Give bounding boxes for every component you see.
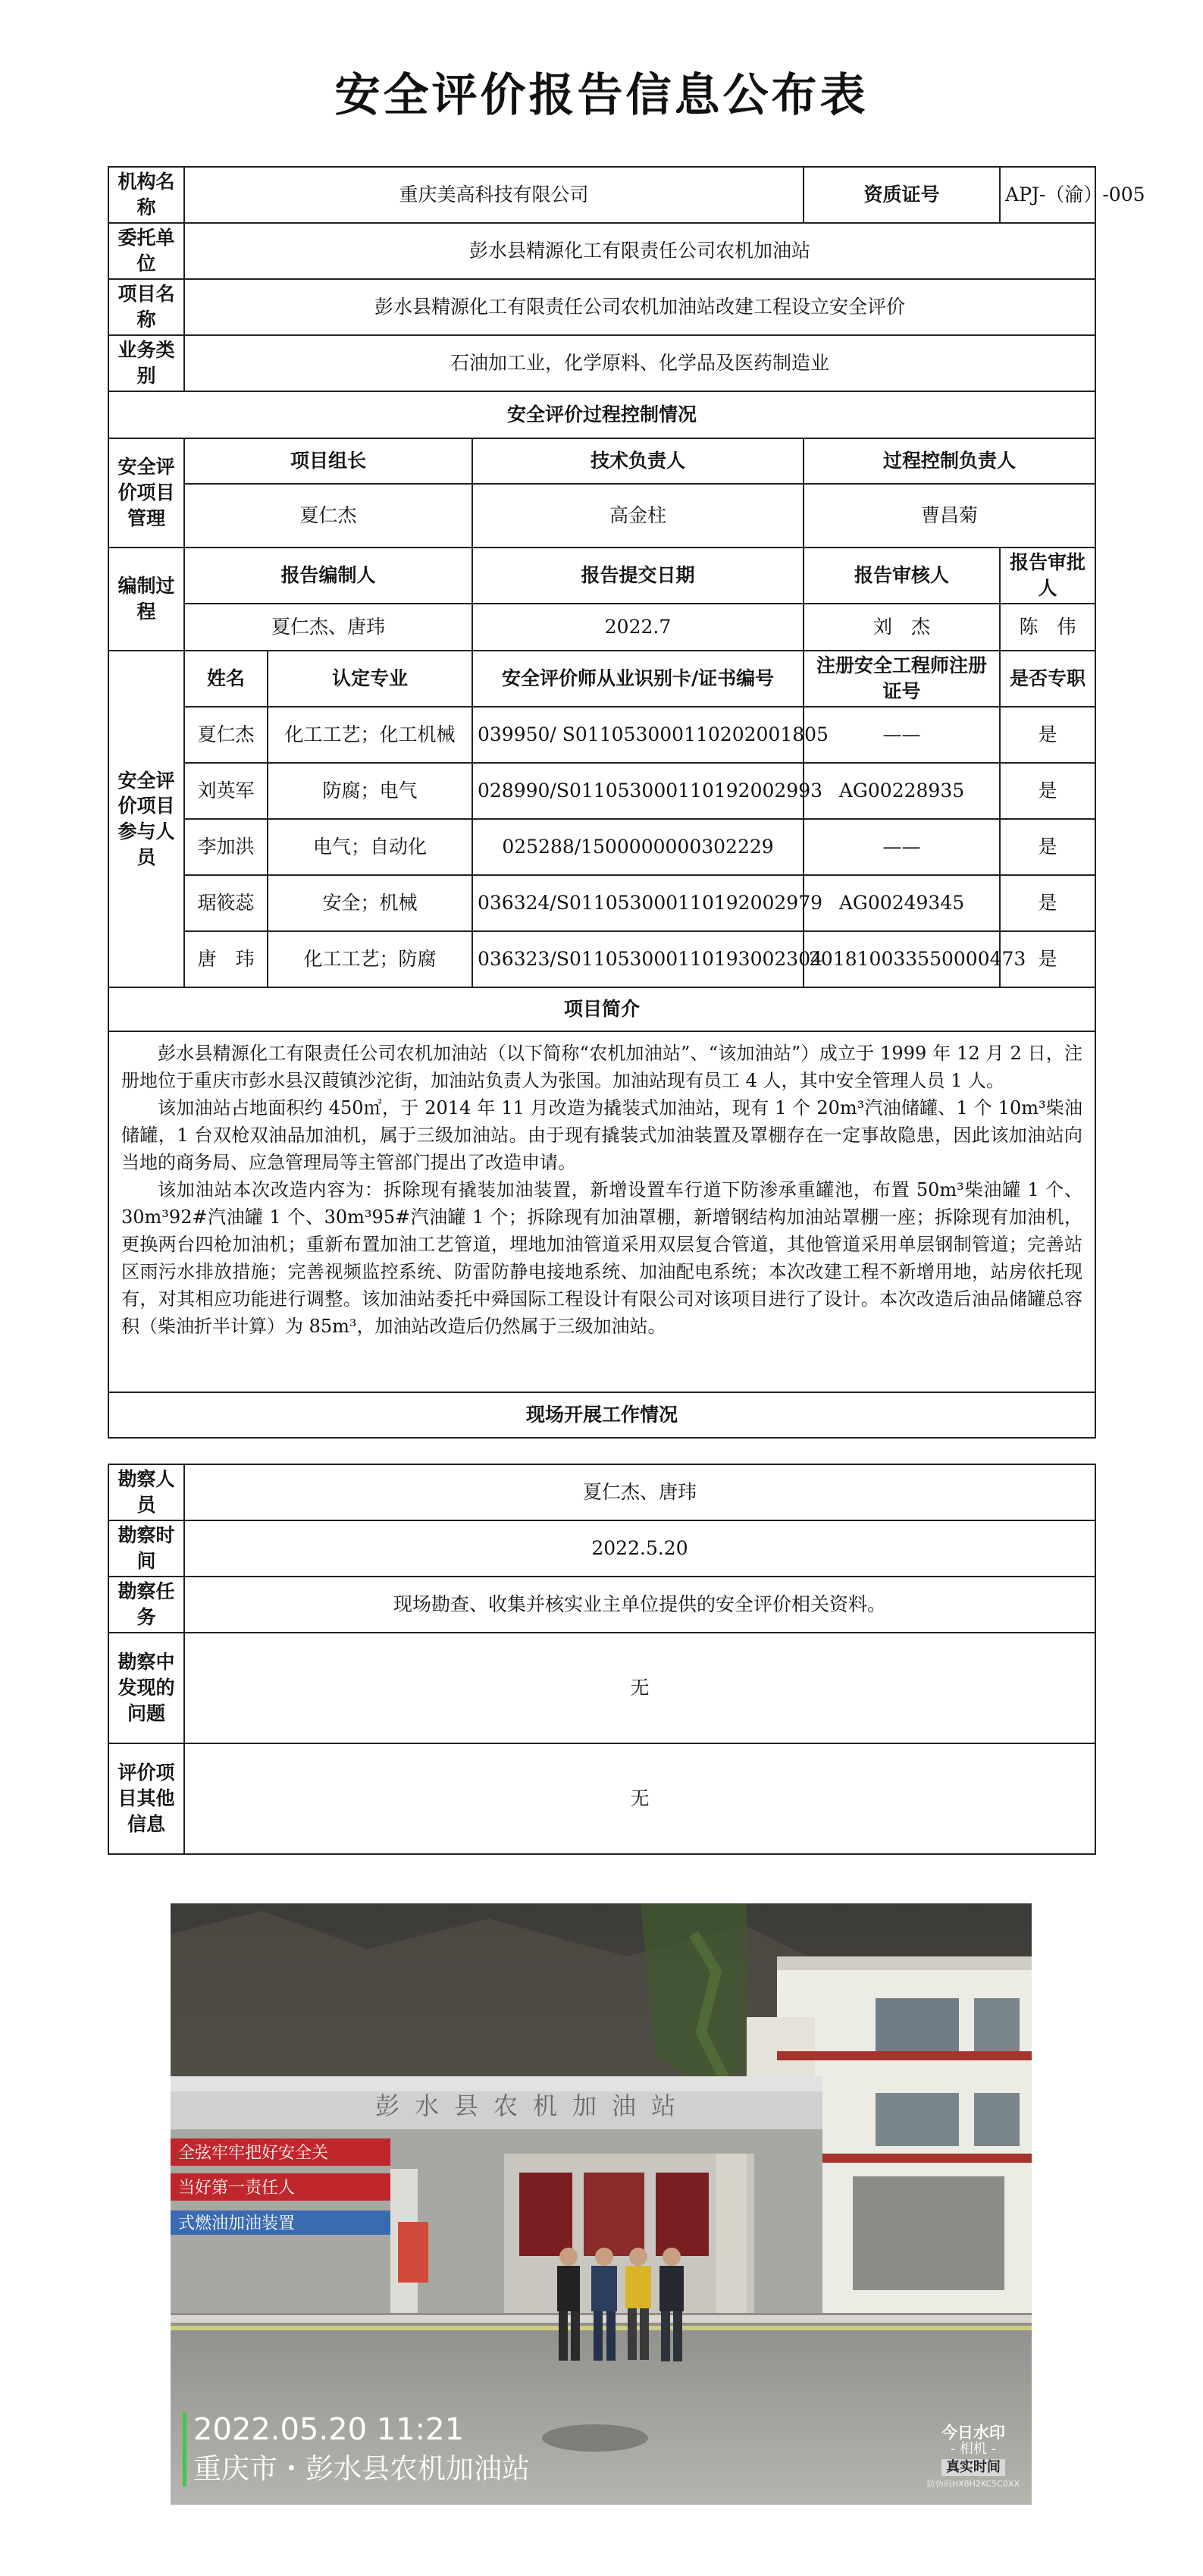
- photo-datetime: 2022.05.20 11:21: [193, 2412, 465, 2447]
- business-value: 石油加工业，化学原料、化学品及医药制造业: [184, 335, 1095, 391]
- staff-reg: ——: [804, 819, 1000, 875]
- survey-task-label: 勘察任务: [108, 1577, 184, 1633]
- survey-issues-label: 勘察中发现的问题: [108, 1633, 184, 1743]
- site-photo: [171, 1903, 1032, 2505]
- staff-label: 安全评价项目参与人员: [108, 651, 184, 987]
- mgmt-header-leader: 项目组长: [184, 438, 472, 484]
- survey-issues: 无: [184, 1633, 1095, 1743]
- staff-reg: 201810033550000473: [804, 931, 1000, 987]
- compile-header-approver: 报告审批人: [1000, 548, 1095, 604]
- staff-header-reg: 注册安全工程师注册证号: [804, 651, 1000, 707]
- timestamp-bar: [183, 2412, 186, 2487]
- other-info: 无: [184, 1743, 1095, 1854]
- staff-header-card: 安全评价师从业识别卡/证书编号: [472, 651, 804, 707]
- other-info-label: 评价项目其他信息: [108, 1743, 184, 1854]
- staff-reg: AG00249345: [804, 875, 1000, 931]
- compile-reviewer: 刘 杰: [804, 604, 1000, 651]
- staff-fulltime: 是: [1000, 763, 1095, 819]
- staff-major: 防腐；电气: [268, 763, 472, 819]
- mgmt-control: 曹昌菊: [804, 484, 1095, 548]
- page-title: 安全评价报告信息公布表: [334, 69, 869, 122]
- compile-author: 夏仁杰、唐玮: [184, 604, 472, 651]
- site-table: [108, 1464, 1096, 1855]
- compile-header-author: 报告编制人: [184, 548, 472, 604]
- staff-card: 028990/S011053000110192002993: [472, 763, 804, 819]
- watermark-badge: [927, 2424, 1020, 2493]
- staff-name: 唐 玮: [184, 931, 268, 987]
- table-row: [108, 931, 1095, 987]
- management-label: 安全评价项目管理: [108, 438, 184, 548]
- org-name: 重庆美高科技有限公司: [184, 167, 804, 223]
- compile-approver: 陈 伟: [1000, 604, 1095, 651]
- survey-people-label: 勘察人员: [108, 1464, 184, 1520]
- staff-major: 化工工艺；防腐: [268, 931, 472, 987]
- staff-major: 化工工艺；化工机械: [268, 707, 472, 763]
- mgmt-leader: 夏仁杰: [184, 484, 472, 548]
- org-name-label: 机构名称: [108, 167, 184, 223]
- survey-time: 2022.5.20: [184, 1520, 1095, 1577]
- staff-reg: ——: [804, 707, 1000, 763]
- staff-card: 025288/1500000000302229: [472, 819, 804, 875]
- staff-header-name: 姓名: [184, 651, 268, 707]
- compile-label: 编制过程: [108, 548, 184, 651]
- staff-card: 036323/S011053000110193002304: [472, 931, 804, 987]
- mgmt-tech: 高金柱: [472, 484, 804, 548]
- intro-section-title: 项目简介: [108, 987, 1095, 1031]
- staff-card: 039950/ S011053000110202001805: [472, 707, 804, 763]
- mgmt-header-tech: 技术负责人: [472, 438, 804, 484]
- table-row: [108, 763, 1095, 819]
- staff-fulltime: 是: [1000, 707, 1095, 763]
- site-section-title: 现场开展工作情况: [108, 1392, 1095, 1438]
- intro-paragraph: 彭水县精源化工有限责任公司农机加油站（以下简称“农机加油站”、“该加油站”）成立于 1999 年 12 月 2 日，注册地位于重庆市彭水县汉葭镇沙沱街，加油站负责人为张国。加油站现有员工 4 人，其中安全管理人员 1 人。: [121, 1043, 1083, 1091]
- staff-fulltime: 是: [1000, 875, 1095, 931]
- intro-paragraph: 该加油站本次改造内容为：拆除现有撬装加油装置，新增设置车行道下防渗承重罐池，布置 50m³柴油罐 1 个、30m³92#汽油罐 1 个、30m³95#汽油罐 1 个；拆除现有加油罩棚，新增钢结构加油站罩棚一座；拆除现有加油机，更换两台四枪加油机；重新布置加油工艺管道，埋地加油管道采用双层复合管道，其他管道采用单层钢制管道；完善站区雨污水排放措施；完善视频监控系统、防雷防静电接地系统、加油配电系统；本次改建工程不新增用地，站房依托现有，对其相应功能进行调整。该加油站委托中舜国际工程设计有限公司对该项目进行了设计。本次改造后油品储罐总容积（柴油折半计算）为 85m³，加油站改造后仍然属于三级加油站。: [121, 1179, 1083, 1337]
- staff-reg: AG00228935: [804, 763, 1000, 819]
- project-intro: [108, 1031, 1095, 1392]
- staff-name: 琚筱蕊: [184, 875, 268, 931]
- staff-major: 电气；自动化: [268, 819, 472, 875]
- table-row: [108, 875, 1095, 931]
- project-value: 彭水县精源化工有限责任公司农机加油站改建工程设立安全评价: [184, 279, 1095, 335]
- compile-header-reviewer: 报告审核人: [804, 548, 1000, 604]
- watermark-camera: - 相机 -: [950, 2441, 997, 2457]
- business-label: 业务类别: [108, 335, 184, 391]
- staff-name: 刘英军: [184, 763, 268, 819]
- watermark-code: 防伪码HX8H2KC5C0XX: [926, 2479, 1020, 2489]
- mgmt-header-control: 过程控制负责人: [804, 438, 1095, 484]
- staff-name: 夏仁杰: [184, 707, 268, 763]
- intro-paragraph: 该加油站占地面积约 450㎡，于 2014 年 11 月改造为撬装式加油站，现有 1 个 20m³汽油储罐、1 个 10m³柴油储罐，1 台双枪双油品加油机，属于三级加油站。由于现有撬装式加油装置及罩棚存在一定事故隐患，因此该加油站向当地的商务局、应急管理局等主管部门提出了改造申请。: [121, 1097, 1083, 1173]
- compile-date: 2022.7: [472, 604, 804, 651]
- survey-task: 现场勘查、收集并核实业主单位提供的安全评价相关资料。: [184, 1577, 1095, 1633]
- canopy-sign: 彭水县农机加油站: [375, 2091, 691, 2120]
- photo-timestamp: [193, 2409, 530, 2488]
- watermark-title: 今日水印: [941, 2424, 1005, 2442]
- staff-major: 安全；机械: [268, 875, 472, 931]
- compile-header-date: 报告提交日期: [472, 548, 804, 604]
- photo-location: 重庆市・彭水县农机加油站: [193, 2452, 530, 2485]
- staff-header-fulltime: 是否专职: [1000, 651, 1095, 707]
- staff-name: 李加洪: [184, 819, 268, 875]
- staff-card: 036324/S011053000110192002979: [472, 875, 804, 931]
- staff-header-major: 认定专业: [268, 651, 472, 707]
- banner-safety: 全弦牢牢把好安全关: [178, 2144, 329, 2163]
- survey-people: 夏仁杰、唐玮: [184, 1464, 1095, 1520]
- process-section-title: 安全评价过程控制情况: [108, 391, 1095, 438]
- client-value: 彭水县精源化工有限责任公司农机加油站: [184, 223, 1095, 279]
- table-row: [108, 707, 1095, 763]
- table-row: [108, 819, 1095, 875]
- staff-fulltime: 是: [1000, 819, 1095, 875]
- client-label: 委托单位: [108, 223, 184, 279]
- cert-label: 资质证号: [804, 167, 1000, 223]
- banner-responsibility: 当好第一责任人: [178, 2179, 296, 2198]
- survey-time-label: 勘察时间: [108, 1520, 184, 1577]
- banner-device: 式燃油加油装置: [178, 2214, 296, 2233]
- cert-no: APJ-（渝）-005: [1000, 167, 1095, 223]
- staff-fulltime: 是: [1000, 931, 1095, 987]
- project-label: 项目名称: [108, 279, 184, 335]
- info-table: [108, 166, 1145, 1439]
- watermark-real-time: 真实时间: [941, 2459, 1005, 2476]
